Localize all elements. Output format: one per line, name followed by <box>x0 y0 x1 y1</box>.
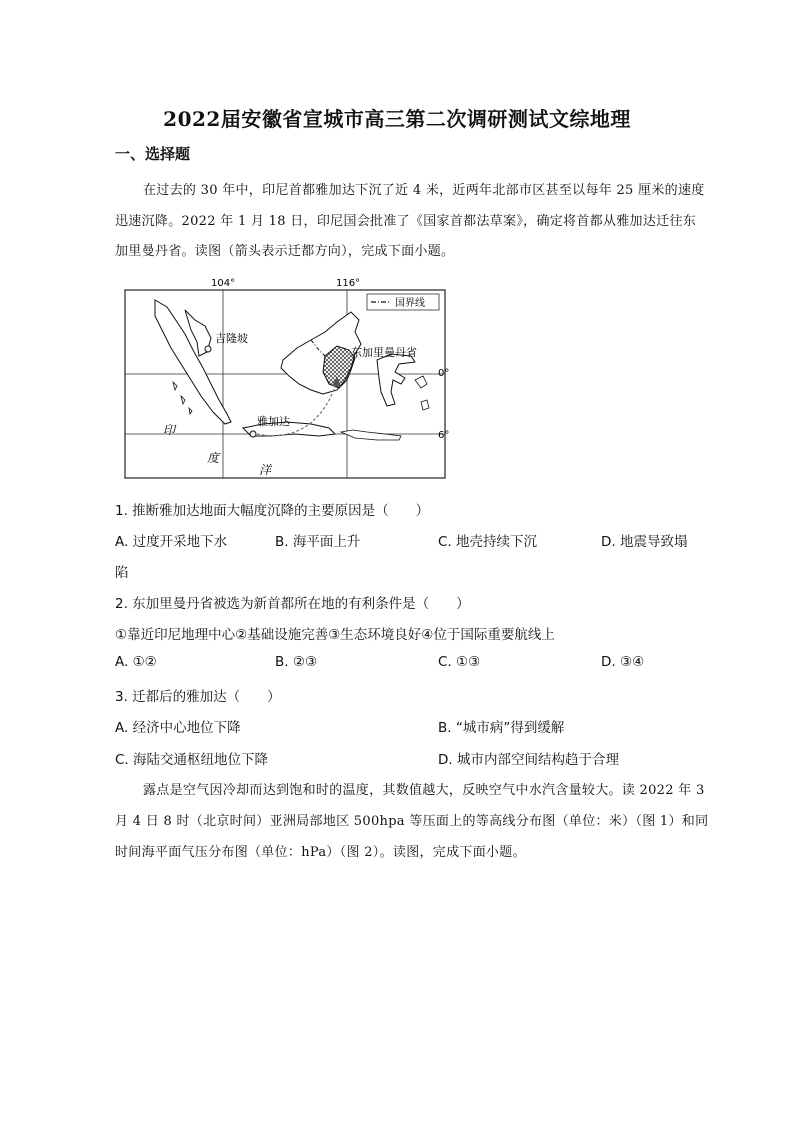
lon-label-104: 104° <box>211 278 236 289</box>
lat-label-6: 6° <box>438 430 450 441</box>
q1-option-d: D. 地震导致塌 <box>601 534 688 550</box>
q2-option-c: C. ①③ <box>438 654 481 670</box>
q1-stem: 1. 推断雅加达地面大幅度沉降的主要原因是（ ） <box>115 503 430 519</box>
lon-label-116: 116° <box>336 278 361 289</box>
kuala-lumpur-label: 吉隆坡 <box>215 332 248 345</box>
province-label: 东加里曼丹省 <box>351 346 417 359</box>
jakarta-label: 雅加达 <box>257 415 290 428</box>
q1-option-a: A. 过度开采地下水 <box>115 534 228 550</box>
q2-option-b: B. ②③ <box>275 654 318 670</box>
q2-stem: 2. 东加里曼丹省被选为新首都所在地的有利条件是（ ） <box>115 596 470 612</box>
passage1-line2: 迅速沉降。2022 年 1 月 18 日，印尼国会批准了《国家首都法草案》，确定将首都从雅加达迁往东 <box>115 214 697 229</box>
q1-option-c: C. 地壳持续下沉 <box>438 534 538 550</box>
jakarta-dot <box>250 431 256 437</box>
passage2-line1: 露点是空气因冷却而达到饱和时的温度，其数值越大，反映空气中水汽含量较大。读 2022 年 3 <box>143 783 705 798</box>
passage2-line2: 月 4 日 8 时（北京时间）亚洲局部地区 500hpa 等压面上的等高线分布图（单位：米）（图 1）和同 <box>115 814 709 829</box>
passage1-line1: 在过去的 30 年中，印尼首都雅加达下沉了近 4 米，近两年北部市区甚至以每年 25 厘米的速度 <box>143 183 705 198</box>
kuala-lumpur-dot <box>205 346 211 352</box>
q2-option-d: D. ③④ <box>601 654 645 670</box>
q3-option-a: A. 经济中心地位下降 <box>115 720 241 736</box>
q3-option-b: B. “城市病”得到缓解 <box>438 720 565 736</box>
indonesia-map <box>115 272 451 482</box>
passage2-line3: 时间海平面气压分布图（单位：hPa）（图 2）。读图，完成下面小题。 <box>115 845 526 860</box>
legend-label: 国界线 <box>395 298 425 309</box>
lat-label-0: 0° <box>438 368 450 379</box>
q2-choices: ①靠近印尼地理中心②基础设施完善③生态环境良好④位于国际重要航线上 <box>115 627 555 643</box>
ocean-label-3: 洋 <box>259 463 272 477</box>
passage1-line3: 加里曼丹省。读图（箭头表示迁都方向），完成下面小题。 <box>115 244 455 259</box>
ocean-label-1: 印 <box>163 423 176 437</box>
q2-option-a: A. ①② <box>115 654 157 670</box>
section-heading: 一、选择题 <box>115 145 191 163</box>
ocean-label-2: 度 <box>207 451 220 465</box>
q3-option-d: D. 城市内部空间结构趋于合理 <box>438 752 619 768</box>
q1-option-b: B. 海平面上升 <box>275 534 361 550</box>
q3-option-c: C. 海陆交通枢纽地位下降 <box>115 752 269 768</box>
page-title: 2022届安徽省宣城市高三第二次调研测试文综地理 <box>163 107 631 131</box>
q3-stem: 3. 迁都后的雅加达（ ） <box>115 689 281 705</box>
q1-option-d-cont: 陷 <box>115 565 129 581</box>
